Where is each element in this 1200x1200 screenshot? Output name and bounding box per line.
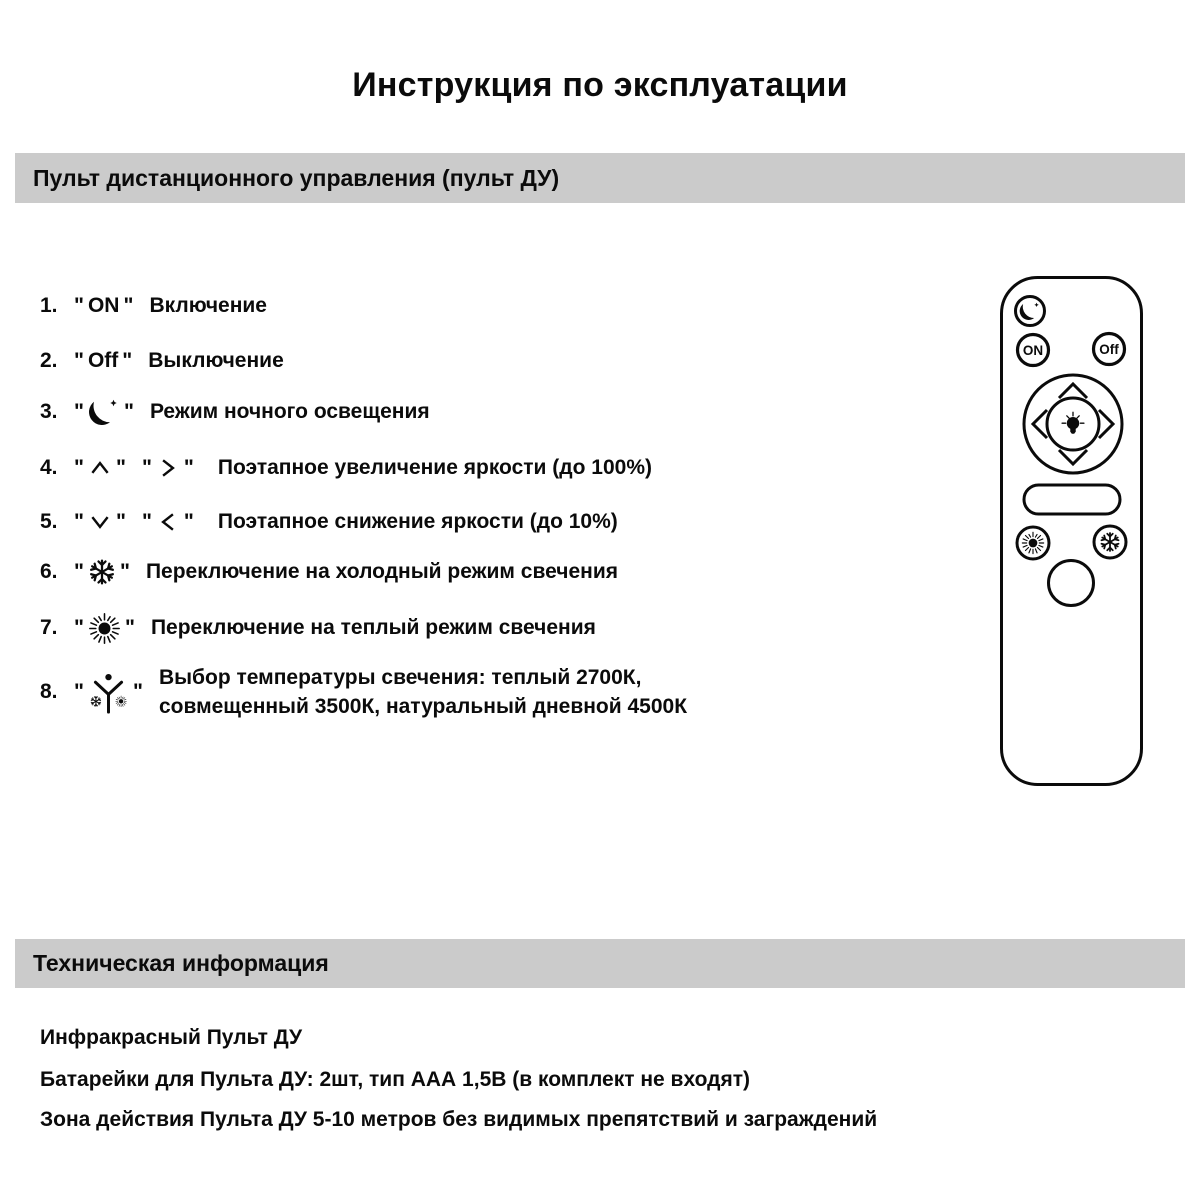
sun-icon: [88, 612, 121, 645]
quote-mark: ": [74, 294, 84, 317]
item-label: Переключение на теплый режим свечения: [150, 616, 596, 639]
tech-info-line: Зона действия Пульта ДУ 5-10 метров без видимых препятствий и заграждений: [40, 1108, 878, 1131]
instruction-item-temperature-select: [40, 662, 687, 722]
temperature-select-icon: [88, 670, 129, 715]
instruction-item-brightness-up: [40, 451, 652, 485]
quote-mark: ": [141, 510, 152, 533]
chevron-up-icon: [88, 456, 112, 480]
item-number: 5.: [40, 510, 58, 533]
quote-mark: ": [132, 680, 143, 703]
item-label-line1: Выбор температуры свечения: теплый 2700К,: [158, 666, 642, 689]
item-number: 1.: [40, 294, 58, 317]
quote-mark: ": [183, 456, 194, 479]
quote-mark: ": [115, 510, 126, 533]
quote-mark: ": [119, 560, 130, 583]
item-label-line2: совмещенный 3500К, натуральный дневной 4500К: [158, 695, 688, 718]
item-number: 7.: [40, 616, 58, 639]
warm-mode-button: [1017, 527, 1049, 559]
item-label: Выключение: [148, 349, 284, 372]
quote-mark: ": [74, 400, 84, 423]
sun-icon: [1022, 532, 1043, 553]
item-number: 4.: [40, 456, 58, 479]
section-header-tech-label: Техническая информация: [33, 950, 329, 976]
instruction-item-cold-mode: [40, 555, 618, 589]
chevron-left-icon: [156, 510, 180, 534]
quote-mark: ": [74, 510, 84, 533]
item-number: 6.: [40, 560, 58, 583]
quote-mark: ": [123, 294, 134, 317]
item-number: 2.: [40, 349, 58, 372]
tech-info-line: Батарейки для Пульта ДУ: 2шт, тип ААА 1,5В (в комплект не входят): [40, 1068, 751, 1091]
on-button-label: ON: [1022, 343, 1044, 358]
quote-mark: ": [122, 349, 133, 372]
chevron-down-icon: [88, 510, 112, 534]
quote-mark: ": [74, 680, 84, 703]
quote-mark: ": [124, 616, 135, 639]
quote-mark: ": [74, 456, 84, 479]
instruction-item-night-mode: [40, 395, 430, 429]
item-label: [159, 663, 687, 721]
item-label: Режим ночного освещения: [149, 400, 430, 423]
on-label: ON: [87, 294, 120, 317]
section-header-tech: [15, 939, 1185, 988]
chevron-right-icon: [156, 456, 180, 480]
section-header-remote-label: Пульт дистанционного управления (пульт ДУ): [33, 164, 560, 191]
instruction-item-on: [40, 289, 267, 323]
instruction-item-brightness-down: [40, 505, 618, 539]
item-label: Переключение на холодный режим свечения: [145, 560, 618, 583]
remote-illustration: [1000, 276, 1143, 786]
quote-mark: ": [183, 510, 194, 533]
item-number: 8.: [40, 680, 58, 703]
item-label: Поэтапное увеличение яркости (до 100%): [217, 456, 652, 479]
item-label: Поэтапное снижение яркости (до 10%): [217, 510, 618, 533]
item-number: 3.: [40, 400, 58, 423]
snowflake-icon: [88, 558, 116, 586]
quote-mark: ": [74, 349, 84, 372]
off-label: Off: [87, 349, 119, 372]
tech-info-line: Инфракрасный Пульт ДУ: [40, 1026, 303, 1049]
section-header-remote: [15, 153, 1185, 203]
page-title: Инструкция по эксплуатации: [352, 66, 848, 104]
quote-mark: ": [123, 400, 134, 423]
instruction-item-warm-mode: [40, 611, 596, 645]
quote-mark: ": [74, 560, 84, 583]
quote-mark: ": [74, 616, 84, 639]
item-label: Включение: [149, 294, 267, 317]
quote-mark: ": [141, 456, 152, 479]
off-button-label: Off: [1099, 342, 1119, 357]
crescent-moon-icon: [88, 396, 120, 428]
instruction-item-off: [40, 344, 284, 378]
quote-mark: ": [115, 456, 126, 479]
